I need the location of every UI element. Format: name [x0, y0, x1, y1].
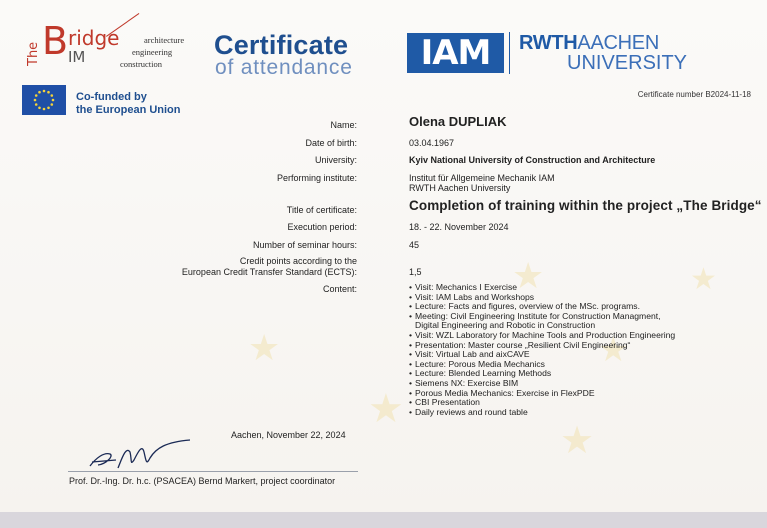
list-item: • Lecture: Facts and figures, overview of the MSc. programs. [409, 301, 640, 312]
list-item: • Visit: Virtual Lab and aixCAVE [409, 349, 530, 360]
eu-line-2: the European Union [76, 104, 181, 116]
list-item: • Porous Media Mechanics: Exercise in FlexPDE [409, 387, 595, 398]
hours-value: 45 [409, 240, 420, 250]
list-item: • Meeting: Civil Engineering Institute for Construction Managment, [409, 310, 661, 321]
certificate-subtitle: of attendance [215, 56, 353, 79]
list-item: Digital Engineering and Robotic in Construction [415, 320, 596, 331]
handwritten-signature [86, 438, 196, 474]
title-label: Title of certificate: [286, 205, 357, 215]
university-value: Kyiv National University of Construction and Architecture [409, 155, 656, 165]
content-list [409, 283, 675, 417]
aachen-text: AACHEN [577, 32, 659, 54]
name-label: Name: [330, 120, 357, 130]
eu-cofunded-text [76, 91, 181, 117]
list-item: • CBI Presentation [409, 397, 480, 408]
dob-label: Date of birth: [305, 138, 357, 148]
list-item: • Lecture: Blended Learning Methods [409, 368, 552, 379]
certificate-title: Certificate [214, 30, 349, 60]
background-star-icon: ★ [368, 386, 404, 432]
ects-label-2: European Credit Transfer Standard (ECTS): [181, 267, 357, 277]
background-star-icon: ★ [598, 330, 629, 370]
list-item: • Visit: IAM Labs and Workshops [409, 291, 535, 302]
background-star-icon: ★ [248, 328, 281, 369]
logo-b-letter: B [42, 19, 69, 63]
logo-im-text: IM [68, 48, 86, 66]
background-star-icon: ★ [512, 256, 545, 297]
signer-name: Prof. Dr.-Ing. Dr. h.c. (PSACEA) Bernd Markert, project coordinator [69, 476, 336, 486]
title-value: Completion of training within the project „The Bridge“ [409, 198, 762, 213]
ects-value: 1,5 [409, 267, 422, 277]
period-value: 18. - 22. November 2024 [409, 222, 509, 232]
eu-line-1: Co-funded by [76, 91, 147, 103]
content-label: Content: [322, 284, 357, 294]
rwth-logo-line2: UNIVERSITY [567, 52, 688, 74]
place-and-date: Aachen, November 22, 2024 [231, 430, 346, 440]
period-label: Execution period: [287, 222, 357, 232]
list-item: • Daily reviews and round table [409, 406, 528, 417]
university-label: University: [314, 155, 357, 165]
list-item: • Lecture: Porous Media Mechanics [409, 358, 545, 369]
institute-label: Performing institute: [276, 173, 357, 183]
logo-divider [509, 32, 510, 74]
name-value: Olena DUPLIAK [409, 114, 507, 129]
hours-label: Number of seminar hours: [252, 240, 357, 250]
dob-value: 03.04.1967 [409, 138, 455, 148]
institute-value-2: RWTH Aachen University [409, 183, 511, 193]
eu-flag-icon [22, 85, 66, 115]
logo-ridge-text: ridge [68, 26, 120, 50]
scan-margin [0, 512, 767, 528]
logo-tag-construction: construction [120, 59, 163, 69]
list-item: • Visit: Mechanics I Exercise [409, 282, 518, 292]
institute-value-1: Institut für Allgemeine Mechanik IAM [409, 173, 555, 183]
ects-label-1: Credit points according to the [239, 256, 357, 266]
logo-tag-architecture: architecture [144, 35, 185, 45]
signature-line [68, 471, 358, 472]
list-item: • Presentation: Master course „Resilient Civil Engineering“ [409, 339, 631, 350]
background-star-icon: ★ [560, 418, 595, 462]
rwth-text: RWTH [519, 32, 578, 54]
logo-tag-engineering: engineering [132, 47, 173, 57]
background-star-icon: ★ [690, 262, 717, 297]
iam-logo: IAM [407, 33, 504, 73]
the-bridge-bim-logo [20, 19, 210, 78]
list-item: • Visit: WZL Laboratory for Machine Tools and Production Engineering [409, 329, 676, 340]
certificate-number: Certificate number B2024-11-18 [637, 90, 751, 99]
logo-the-text: The [26, 41, 41, 66]
list-item: • Siemens NX: Exercise BIM [409, 377, 519, 388]
